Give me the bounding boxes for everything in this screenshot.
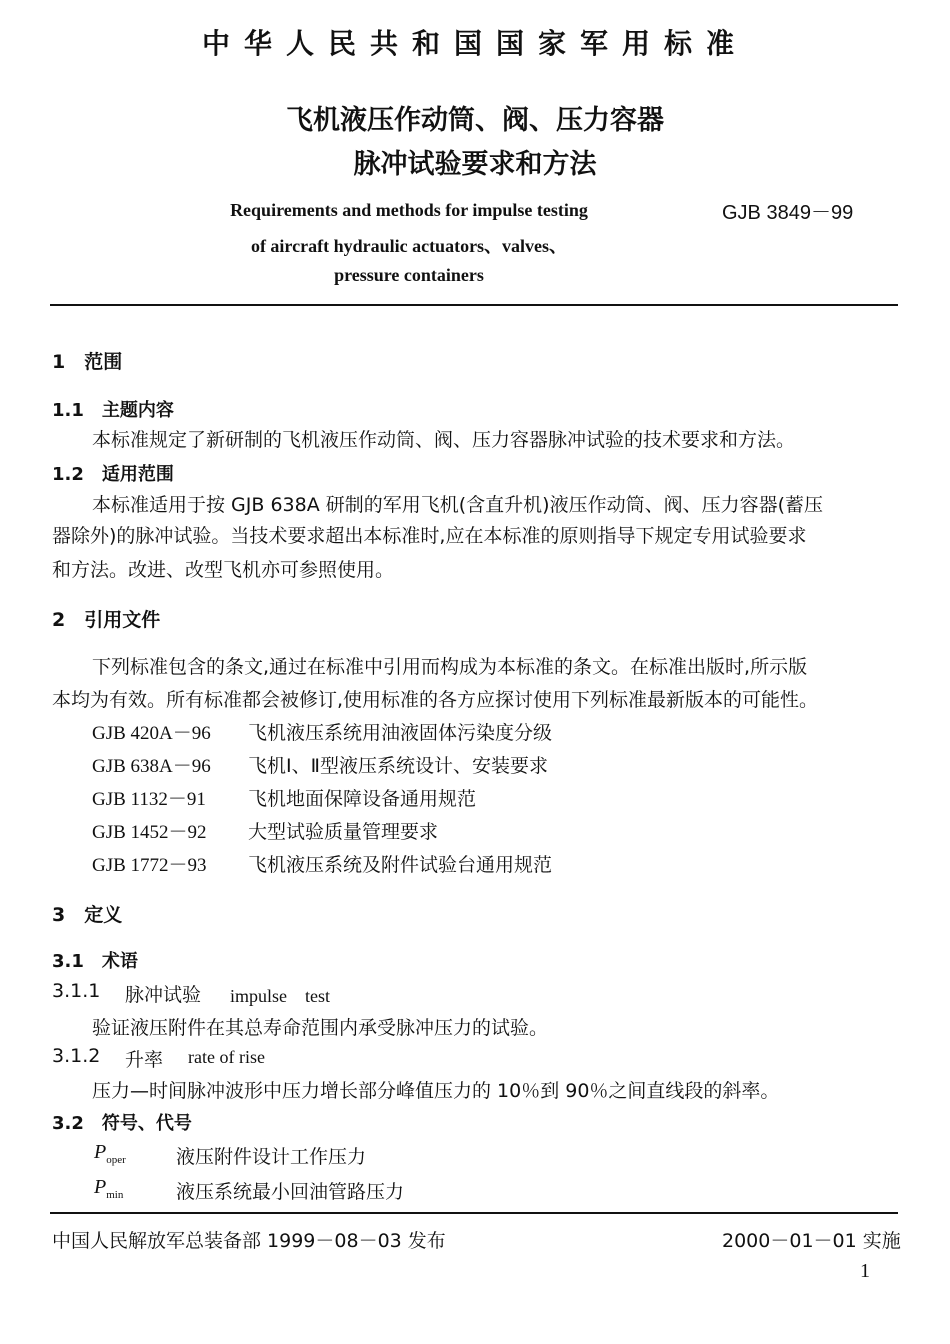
symbol-p-oper-desc: 液压附件设计工作压力: [176, 1146, 367, 1168]
ref-code: GJB 420A－96: [92, 723, 211, 744]
ref-title: 飞机地面保障设备通用规范: [248, 788, 477, 810]
header-divider: [50, 304, 898, 306]
standard-code: GJB 3849－99: [722, 202, 854, 224]
section-1-2-line1: 本标准适用于按 GJB 638A 研制的军用飞机(含直升机)液压作动筒、阀、压力容器(蓄压: [92, 494, 823, 516]
symbol-p-min-desc: 液压系统最小回油管路压力: [176, 1181, 405, 1203]
ref-title: 飞机液压系统及附件试验台通用规范: [248, 854, 553, 876]
document-header: 中华人民共和国国家军用标准: [201, 27, 748, 60]
ref-code: GJB 1132－91: [92, 789, 206, 810]
ref-code: GJB 638A－96: [92, 756, 211, 777]
term-1-cn: 脉冲试验: [125, 984, 202, 1006]
section-1-1-text: 本标准规定了新研制的飞机液压作动筒、阀、压力容器脉冲试验的技术要求和方法。: [92, 429, 796, 451]
ref-title: 飞机Ⅰ、Ⅱ型液压系统设计、安装要求: [248, 755, 548, 777]
title-cn-line1: 飞机液压作动筒、阀、压力容器: [286, 105, 664, 136]
term-1-number: 3.1.1: [52, 980, 101, 1002]
term-1-en: impulse test: [230, 986, 330, 1006]
term-2-cn: 升率: [125, 1049, 164, 1071]
symbol-p-min: [94, 1176, 123, 1201]
section-3-1-heading: 3.1 术语: [52, 951, 138, 972]
title-en-line1: Requirements and methods for impulse testing: [230, 200, 588, 220]
section-2-heading: 2 引用文件: [52, 609, 161, 631]
symbol-letter: P: [94, 1141, 107, 1163]
footer-divider: [50, 1212, 898, 1214]
footer-effective-date: 2000－01－01 实施: [722, 1230, 901, 1252]
section-2-intro-line2: 本均为有效。所有标准都会被修订,使用标准的各方应探讨使用下列标准最新版本的可能性。: [52, 689, 819, 711]
section-3-2-heading: 3.2 符号、代号: [52, 1113, 192, 1134]
section-3-heading: 3 定义: [52, 904, 123, 926]
ref-title: 飞机液压系统用油液固体污染度分级: [248, 722, 553, 744]
term-2-definition: 压力—时间脉冲波形中压力增长部分峰值压力的 10％到 90％之间直线段的斜率。: [92, 1080, 780, 1102]
term-1-definition: 验证液压附件在其总寿命范围内承受脉冲压力的试验。: [92, 1017, 549, 1039]
symbol-p-oper: [94, 1141, 126, 1166]
section-1-2-line3: 和方法。改进、改型飞机亦可参照使用。: [52, 559, 395, 581]
section-1-2-line2: 器除外)的脉冲试验。当技术要求超出本标准时,应在本标准的原则指导下规定专用试验要求: [52, 525, 807, 547]
title-cn-line2: 脉冲试验要求和方法: [353, 149, 597, 180]
title-en-line2: of aircraft hydraulic actuators、valves、: [250, 236, 568, 256]
term-2-number: 3.1.2: [52, 1045, 101, 1067]
term-2-en: rate of rise: [188, 1047, 265, 1067]
ref-code: GJB 1772－93: [92, 855, 207, 876]
footer-issuer: 中国人民解放军总装备部 1999－08－03 发布: [52, 1230, 446, 1252]
title-en-line3: pressure containers: [334, 265, 484, 285]
page-number: 1: [860, 1260, 870, 1282]
symbol-letter: P: [94, 1176, 107, 1198]
symbol-subscript: oper: [106, 1154, 126, 1166]
section-1-2-heading: 1.2 适用范围: [52, 464, 174, 485]
section-1-1-heading: 1.1 主题内容: [52, 400, 174, 421]
section-1-heading: 1 范围: [52, 351, 123, 373]
section-2-intro-line1: 下列标准包含的条文,通过在标准中引用而构成为本标准的条文。在标准出版时,所示版: [92, 656, 808, 678]
ref-code: GJB 1452－92: [92, 822, 207, 843]
ref-title: 大型试验质量管理要求: [248, 821, 439, 843]
symbol-subscript: min: [106, 1189, 124, 1201]
